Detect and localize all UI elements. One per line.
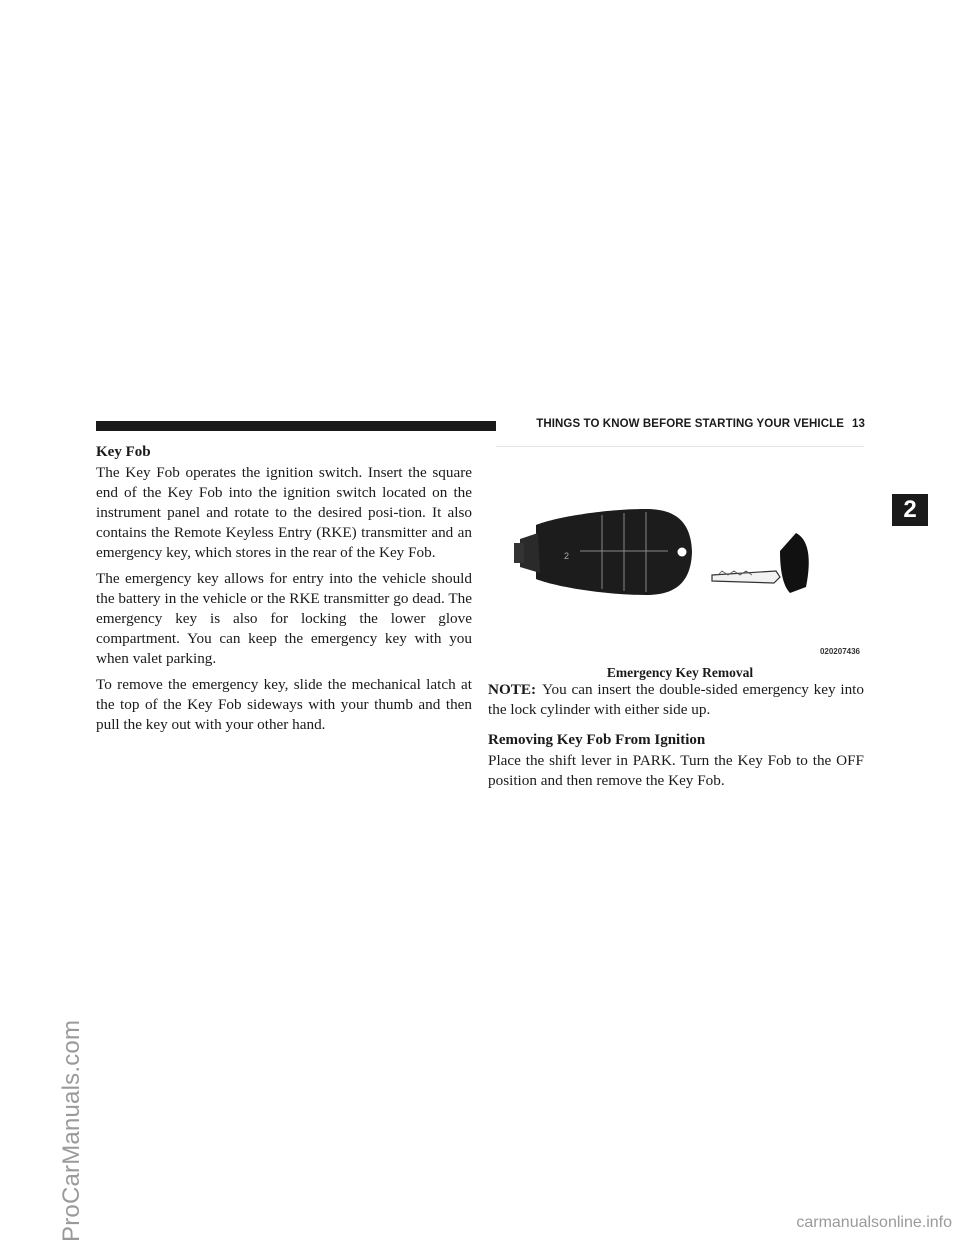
note-text: You can insert the double-sided emergency key into the lock cylinder with either side up.	[488, 681, 864, 718]
key-fob-illustration	[496, 447, 864, 661]
section-heading-removing-key-fob: Removing Key Fob From Ignition	[488, 732, 706, 748]
figure-caption: Emergency Key Removal	[606, 665, 754, 680]
page-number: 13	[852, 418, 865, 430]
running-header	[503, 418, 865, 430]
paragraph: The Key Fob operates the ignition switch. Insert the square end of the Key Fob into the ignition switch located on the instrument panel and rotate to the desired posi-tion. It also contains the Remote Keyless Entry (RKE) transmitter and an emergency key, which stores in the rear of the Key Fob.	[96, 464, 472, 561]
footer-watermark: carmanualsonline.info	[796, 1214, 952, 1231]
right-column	[488, 680, 864, 797]
svg-text:2: 2	[564, 551, 570, 561]
header-title: THINGS TO KNOW BEFORE STARTING YOUR VEHICLE	[536, 418, 844, 430]
section-heading-key-fob: Key Fob	[96, 444, 151, 460]
chapter-tab[interactable]: 2	[892, 494, 928, 526]
side-watermark: ProCarManuals.com	[58, 1019, 85, 1242]
paragraph: To remove the emergency key, slide the mechanical latch at the top of the Key Fob sideways with your thumb and then pull the key out with your other hand.	[96, 676, 472, 733]
key-fob-figure	[496, 446, 864, 661]
paragraph: The emergency key allows for entry into the vehicle should the battery in the vehicle or the RKE transmitter go dead. The emergency key is also for locking the lower glove compartment. You can keep the emergency key with you when valet parking.	[96, 570, 472, 667]
note-label: NOTE:	[488, 681, 537, 698]
left-column	[96, 442, 472, 741]
note	[488, 680, 864, 720]
paragraph: Place the shift lever in PARK. Turn the Key Fob to the OFF position and then remove the Key Fob.	[488, 752, 864, 789]
figure-id: 020207436	[819, 647, 860, 656]
header-rule	[96, 421, 496, 431]
